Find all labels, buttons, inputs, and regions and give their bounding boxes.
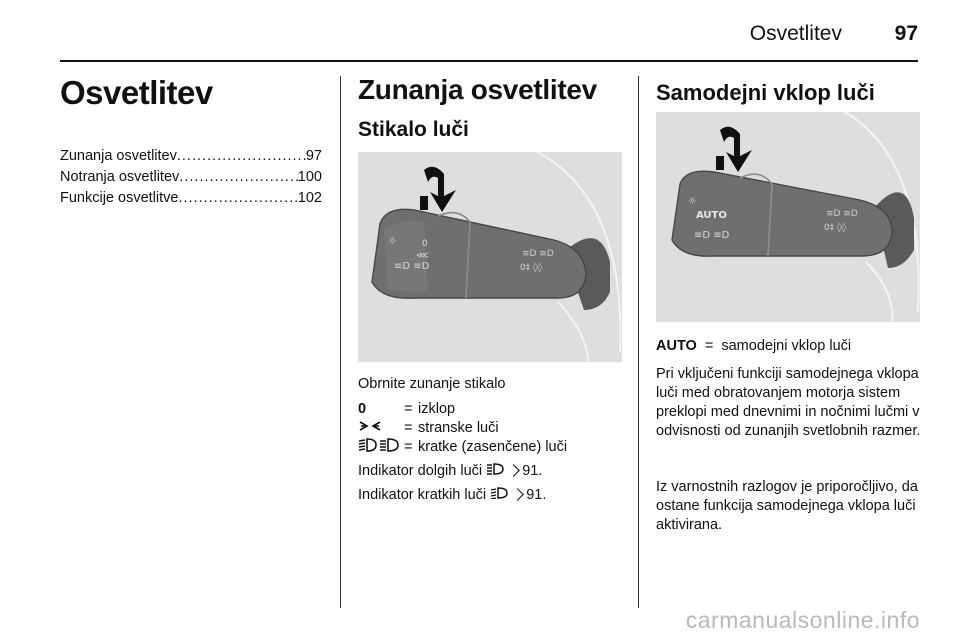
off-icon: 0: [358, 401, 367, 417]
toc-entry-page: 97: [305, 148, 322, 164]
toc-entry-label: Zunanja osvetlitev: [60, 148, 177, 164]
svg-text:0‡ ◊◊: 0‡ ◊◊: [520, 263, 542, 273]
toc-leader-dots: [178, 188, 297, 209]
legend-row-side-lights: [358, 419, 622, 438]
auto-paragraph-1: Pri vključeni funkciji samodejnega vklopa luči med obratovanjem motorja sistem preklopi med dnevnimi in nočnimi lučmi v odvisnosti od zunanjih svetlobnih razmer.: [656, 366, 921, 439]
column-divider-2: [638, 76, 639, 608]
toc-entry-page: 102: [297, 190, 322, 206]
toc-column: [60, 74, 322, 209]
svg-text:⋘: ⋘: [416, 251, 429, 261]
light-switch-subtitle: Stikalo luči: [358, 118, 469, 141]
svg-text:≡D ≡D: ≡D ≡D: [522, 249, 554, 259]
high-beam-indicator-note: [358, 462, 622, 481]
header-rule: [60, 60, 918, 62]
watermark: carmanualsonline.info: [685, 607, 920, 633]
svg-text:☼: ☼: [388, 236, 397, 247]
toc-title: Osvetlitev: [60, 74, 213, 111]
switch-caption: Obrnite zunanje stikalo: [358, 376, 506, 392]
svg-text:0‡ ◊◊: 0‡ ◊◊: [824, 223, 846, 233]
auto-description: samodejni vklop luči: [721, 338, 852, 354]
legend-equals: =: [404, 439, 413, 455]
legend-text: kratke (zasenčene) luči: [418, 439, 568, 455]
auto-lighting-column: [656, 80, 920, 106]
legend-equals: =: [404, 420, 413, 436]
auto-legend-row: [656, 337, 920, 356]
auto-title: Samodejni vklop luči: [656, 80, 875, 105]
toc-entry[interactable]: [60, 167, 322, 188]
light-switch-stalk-icon: [358, 152, 622, 362]
page-reference[interactable]: 91.: [526, 487, 547, 503]
side-lights-icon: [358, 419, 404, 438]
auto-symbol: AUTO: [656, 338, 697, 354]
legend-equals: =: [704, 338, 714, 354]
legend-text: stranske luči: [418, 420, 499, 436]
svg-text:≡D ≡D: ≡D ≡D: [694, 230, 730, 241]
toc-entry-label: Funkcije osvetlitve: [60, 190, 179, 206]
svg-text:0: 0: [422, 239, 428, 249]
legend-equals: =: [404, 401, 413, 417]
toc-entry[interactable]: [60, 146, 322, 167]
toc-leader-dots: [177, 146, 306, 167]
auto-light-switch-stalk-icon: [656, 112, 920, 322]
toc-entry-label: Notranja osvetlitev: [60, 169, 180, 185]
exterior-title: Zunanja osvetlitev: [358, 74, 597, 105]
page-header: [0, 0, 960, 62]
auto-figure-label: AUTO: [696, 210, 727, 221]
svg-text:≡D ≡D: ≡D ≡D: [394, 261, 430, 272]
legend-row-dipped-beam: [358, 438, 622, 457]
column-divider-1: [340, 76, 341, 608]
legend-row-off: [358, 400, 622, 419]
page-reference-arrow-icon: [507, 464, 520, 477]
toc-entry[interactable]: [60, 188, 322, 209]
legend-text: izklop: [418, 401, 456, 417]
exterior-lighting-column: [358, 74, 622, 142]
header-page-number: 97: [894, 22, 918, 45]
dipped-beam-icon: [358, 438, 404, 457]
light-switch-illustration: [358, 152, 622, 362]
low-beam-indicator-note: [358, 486, 622, 505]
header-section-title: Osvetlitev: [749, 22, 842, 45]
auto-paragraph-2: Iz varnostnih razlogov je priporočljivo, da ostane funkcija samodejnega vklopa luči aktivirana.: [656, 479, 918, 533]
indicator-high-text: Indikator dolgih luči: [358, 463, 483, 479]
high-beam-icon: [486, 463, 504, 475]
page-reference[interactable]: 91.: [522, 463, 543, 479]
page-reference-arrow-icon: [511, 488, 524, 501]
low-beam-icon: [490, 487, 508, 499]
svg-text:☼: ☼: [688, 196, 697, 207]
switch-legend: [358, 400, 622, 457]
svg-text:≡D ≡D: ≡D ≡D: [826, 209, 858, 219]
toc-leader-dots: [179, 167, 298, 188]
toc-entry-page: 100: [297, 169, 322, 185]
auto-light-switch-illustration: [656, 112, 920, 322]
indicator-low-text: Indikator kratkih luči: [358, 487, 487, 503]
